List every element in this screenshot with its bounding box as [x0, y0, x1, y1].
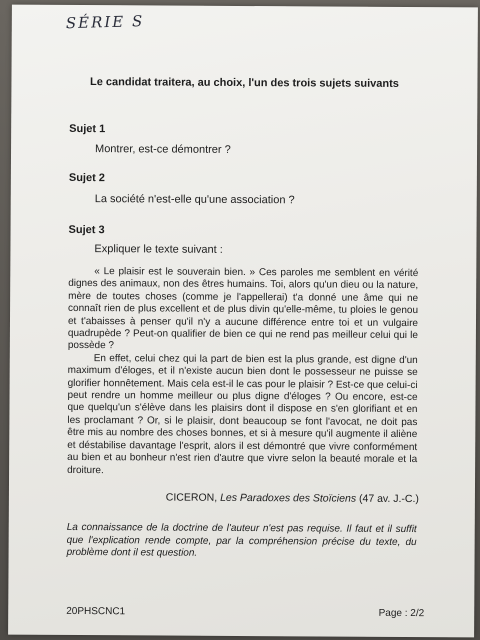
footer-page-number: Page : 2/2 — [378, 607, 425, 620]
passage-paragraph-1: « Le plaisir est le souverain bien. » Ces paroles me semblent en vérité dignes des animaux, non des êtres humains. Toi, alors qu'un dieu ou la nature, mère de toutes choses (comme je l'appellerai) t'a donné une âme qui ne connaît rien de plus excellent et de plus divin qu'elle-même, tu ploies le genou et t'abaisses à penser qu'il n'y a aucune différence entre toi et un vulgaire quadrupède ? Peut-on qualifier de bien ce qui ne rend pas meilleur celui qui le possède ? — [67, 266, 419, 352]
sujet-1-title: Sujet 1 — [69, 122, 106, 136]
text-passage — [67, 266, 418, 479]
attribution-date: (47 av. J.-C.) — [358, 492, 419, 506]
sujet-3-question: Expliquer le texte suivant : — [94, 243, 223, 256]
exam-sheet — [8, 5, 478, 638]
source-attribution — [166, 492, 419, 506]
sujet-3-title: Sujet 3 — [68, 223, 105, 237]
attribution-author: CICERON, — [165, 491, 218, 504]
footer-exam-code: 20PHSCNC1 — [66, 605, 126, 618]
sujet-2-question: La société n'est-elle qu'une association ? — [94, 193, 295, 207]
instruction-note: La connaissance de la doctrine de l'auteur n'est pas requise. Il faut et il suffit que l'explication rende compte, par la compréhension précise du texte, du problème dont il est question. — [66, 521, 417, 559]
attribution-work: Les Paradoxes des Stoïciens — [220, 491, 357, 505]
sujet-2-title: Sujet 2 — [68, 171, 105, 185]
handwritten-series-label: SÉRIE S — [65, 12, 145, 33]
sujet-1-question: Montrer, est-ce démontrer ? — [95, 143, 231, 156]
passage-paragraph-2: En effet, celui chez qui la part de bien est la plus grande, est digne d'un maximum d'éloges, et il n'existe aucun bien dont le possesseur ne puisse se glorifier honnêtement. Mais cela est-il le cas pour le plaisir ? Est-ce que celui-ci peut rendre un homme meilleur ou plus digne d'éloges ? Ou encore, est-ce que quelqu'un s'élève dans les plaisirs dont il dispose en s'en glorifiant et en les proclamant ? Or, si le plaisir, dont beaucoup se font l'avocat, ne doit pas être mis au nombre des choses bonnes, et si à mesure qu'il augmente il aliène et déstabilise davantage l'esprit, alors il est démontré que vivre conformément au bien et au bonheur n'est rien d'autre que vivre selon la beauté morale et la droiture. — [67, 352, 418, 476]
instructions-heading: Le candidat traitera, au choix, l'un des trois sujets suivants — [89, 76, 399, 90]
